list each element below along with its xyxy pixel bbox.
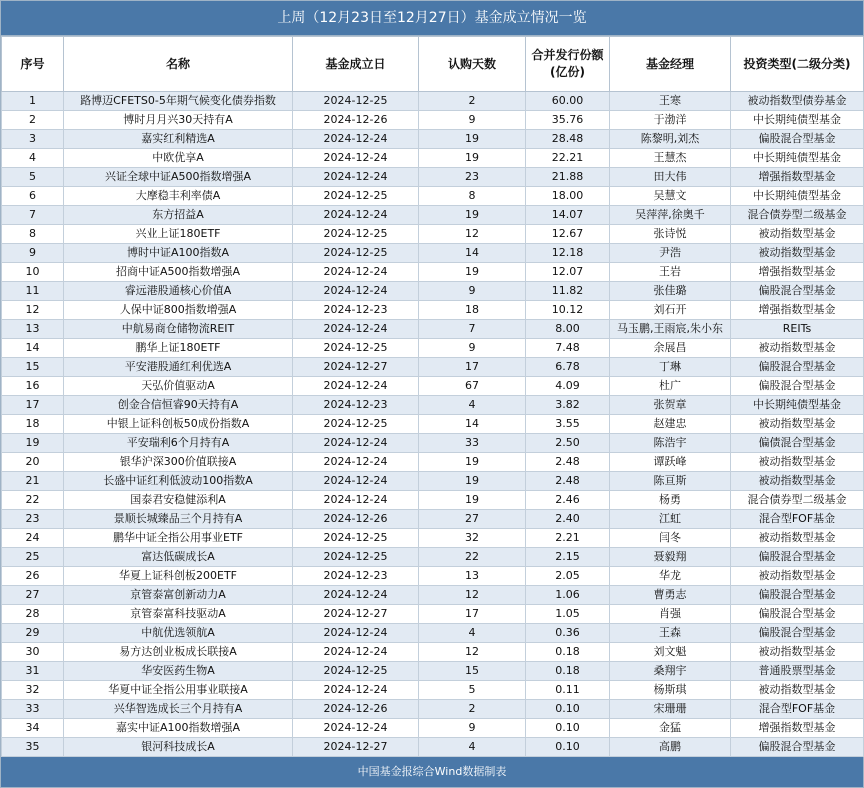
cell-days: 19 xyxy=(419,206,526,225)
cell-shares: 2.21 xyxy=(526,529,610,548)
cell-manager: 吴萍萍,徐奥千 xyxy=(610,206,731,225)
table-row xyxy=(2,719,864,738)
cell-shares: 3.82 xyxy=(526,396,610,415)
cell-shares: 1.06 xyxy=(526,586,610,605)
cell-days: 9 xyxy=(419,339,526,358)
cell-type: 偏股混合型基金 xyxy=(731,377,864,396)
footer-note: 中国基金报综合Wind数据制表 xyxy=(1,757,863,787)
cell-days: 17 xyxy=(419,605,526,624)
cell-date: 2024-12-24 xyxy=(293,130,419,149)
cell-days: 14 xyxy=(419,415,526,434)
table-row xyxy=(2,206,864,225)
cell-date: 2024-12-23 xyxy=(293,567,419,586)
cell-date: 2024-12-24 xyxy=(293,453,419,472)
cell-manager: 王森 xyxy=(610,624,731,643)
cell-name: 银华沪深300价值联接A xyxy=(64,453,293,472)
table-row xyxy=(2,415,864,434)
cell-days: 8 xyxy=(419,187,526,206)
cell-type: 中长期纯债型基金 xyxy=(731,187,864,206)
cell-shares: 35.76 xyxy=(526,111,610,130)
cell-name: 嘉实中证A100指数增强A xyxy=(64,719,293,738)
cell-days: 18 xyxy=(419,301,526,320)
cell-date: 2024-12-25 xyxy=(293,548,419,567)
cell-type: 被动指数型基金 xyxy=(731,339,864,358)
table-row xyxy=(2,681,864,700)
header-name: 名称 xyxy=(64,37,293,92)
cell-shares: 2.48 xyxy=(526,453,610,472)
cell-shares: 18.00 xyxy=(526,187,610,206)
cell-type: 增强指数型基金 xyxy=(731,719,864,738)
cell-type: 被动指数型基金 xyxy=(731,643,864,662)
table-row xyxy=(2,187,864,206)
cell-shares: 3.55 xyxy=(526,415,610,434)
table-row xyxy=(2,225,864,244)
cell-type: 混合债券型二级基金 xyxy=(731,491,864,510)
cell-no: 28 xyxy=(2,605,64,624)
cell-type: REITs xyxy=(731,320,864,339)
cell-manager: 江虹 xyxy=(610,510,731,529)
cell-date: 2024-12-24 xyxy=(293,434,419,453)
cell-name: 路博迈CFETS0-5年期气候变化债券指数 xyxy=(64,92,293,111)
cell-shares: 12.18 xyxy=(526,244,610,263)
cell-date: 2024-12-24 xyxy=(293,263,419,282)
cell-shares: 60.00 xyxy=(526,92,610,111)
cell-days: 19 xyxy=(419,453,526,472)
cell-date: 2024-12-24 xyxy=(293,472,419,491)
cell-days: 12 xyxy=(419,225,526,244)
cell-no: 31 xyxy=(2,662,64,681)
cell-no: 6 xyxy=(2,187,64,206)
cell-date: 2024-12-23 xyxy=(293,396,419,415)
cell-date: 2024-12-24 xyxy=(293,168,419,187)
cell-name: 兴证全球中证A500指数增强A xyxy=(64,168,293,187)
cell-date: 2024-12-24 xyxy=(293,320,419,339)
cell-no: 19 xyxy=(2,434,64,453)
cell-no: 23 xyxy=(2,510,64,529)
cell-manager: 华龙 xyxy=(610,567,731,586)
cell-date: 2024-12-24 xyxy=(293,149,419,168)
cell-date: 2024-12-24 xyxy=(293,681,419,700)
table-row xyxy=(2,130,864,149)
cell-days: 12 xyxy=(419,643,526,662)
cell-type: 增强指数型基金 xyxy=(731,263,864,282)
cell-type: 被动指数型基金 xyxy=(731,472,864,491)
cell-shares: 1.05 xyxy=(526,605,610,624)
cell-type: 偏股混合型基金 xyxy=(731,548,864,567)
cell-date: 2024-12-26 xyxy=(293,700,419,719)
cell-type: 被动指数型基金 xyxy=(731,681,864,700)
cell-shares: 0.18 xyxy=(526,643,610,662)
cell-name: 东方招益A xyxy=(64,206,293,225)
cell-days: 9 xyxy=(419,111,526,130)
cell-name: 景顺长城臻品三个月持有A xyxy=(64,510,293,529)
table-row xyxy=(2,263,864,282)
cell-name: 平安港股通红利优选A xyxy=(64,358,293,377)
cell-name: 鹏华上证180ETF xyxy=(64,339,293,358)
table-row xyxy=(2,396,864,415)
cell-shares: 4.09 xyxy=(526,377,610,396)
cell-no: 29 xyxy=(2,624,64,643)
cell-no: 33 xyxy=(2,700,64,719)
cell-name: 兴华智选成长三个月持有A xyxy=(64,700,293,719)
table-row xyxy=(2,586,864,605)
cell-shares: 11.82 xyxy=(526,282,610,301)
cell-manager: 尹浩 xyxy=(610,244,731,263)
cell-name: 华夏上证科创板200ETF xyxy=(64,567,293,586)
cell-shares: 2.50 xyxy=(526,434,610,453)
cell-manager: 杜广 xyxy=(610,377,731,396)
cell-shares: 0.10 xyxy=(526,738,610,757)
cell-days: 19 xyxy=(419,491,526,510)
cell-type: 偏股混合型基金 xyxy=(731,586,864,605)
cell-name: 银河科技成长A xyxy=(64,738,293,757)
cell-manager: 杨斯琪 xyxy=(610,681,731,700)
table-row xyxy=(2,377,864,396)
cell-type: 偏股混合型基金 xyxy=(731,605,864,624)
header-shares xyxy=(526,37,610,92)
table-row xyxy=(2,624,864,643)
cell-manager: 刘文魁 xyxy=(610,643,731,662)
table-row xyxy=(2,643,864,662)
cell-manager: 吴慧文 xyxy=(610,187,731,206)
cell-type: 被动指数型基金 xyxy=(731,415,864,434)
cell-type: 中长期纯债型基金 xyxy=(731,111,864,130)
cell-days: 22 xyxy=(419,548,526,567)
cell-manager: 曹勇志 xyxy=(610,586,731,605)
cell-shares: 2.48 xyxy=(526,472,610,491)
table-row xyxy=(2,111,864,130)
cell-no: 18 xyxy=(2,415,64,434)
cell-name: 天弘价值驱动A xyxy=(64,377,293,396)
cell-type: 偏债混合型基金 xyxy=(731,434,864,453)
cell-name: 国泰君安稳健添利A xyxy=(64,491,293,510)
cell-shares: 12.67 xyxy=(526,225,610,244)
cell-days: 5 xyxy=(419,681,526,700)
cell-no: 27 xyxy=(2,586,64,605)
cell-type: 偏股混合型基金 xyxy=(731,738,864,757)
cell-type: 被动指数型基金 xyxy=(731,453,864,472)
cell-shares: 21.88 xyxy=(526,168,610,187)
cell-date: 2024-12-24 xyxy=(293,719,419,738)
table-row xyxy=(2,434,864,453)
table-row xyxy=(2,92,864,111)
cell-shares: 0.10 xyxy=(526,700,610,719)
cell-manager: 陈亘斯 xyxy=(610,472,731,491)
cell-date: 2024-12-26 xyxy=(293,510,419,529)
cell-name: 人保中证800指数增强A xyxy=(64,301,293,320)
cell-days: 13 xyxy=(419,567,526,586)
cell-name: 中欧优享A xyxy=(64,149,293,168)
table-row xyxy=(2,472,864,491)
cell-manager: 张佳璐 xyxy=(610,282,731,301)
cell-no: 7 xyxy=(2,206,64,225)
cell-days: 23 xyxy=(419,168,526,187)
cell-type: 混合债券型二级基金 xyxy=(731,206,864,225)
cell-name: 鹏华中证全指公用事业ETF xyxy=(64,529,293,548)
cell-no: 12 xyxy=(2,301,64,320)
cell-date: 2024-12-24 xyxy=(293,377,419,396)
cell-date: 2024-12-25 xyxy=(293,187,419,206)
cell-no: 3 xyxy=(2,130,64,149)
cell-type: 偏股混合型基金 xyxy=(731,624,864,643)
header-no: 序号 xyxy=(2,37,64,92)
table-row xyxy=(2,301,864,320)
cell-days: 4 xyxy=(419,624,526,643)
table-row xyxy=(2,244,864,263)
header-row xyxy=(2,37,864,92)
cell-no: 15 xyxy=(2,358,64,377)
cell-days: 32 xyxy=(419,529,526,548)
page-title: 上周（12月23日至12月27日）基金成立情况一览 xyxy=(1,1,863,36)
cell-date: 2024-12-25 xyxy=(293,92,419,111)
cell-type: 增强指数型基金 xyxy=(731,301,864,320)
header-shares-line1: 合并发行份额 xyxy=(531,48,604,62)
cell-manager: 丁琳 xyxy=(610,358,731,377)
cell-shares: 22.21 xyxy=(526,149,610,168)
cell-manager: 赵建忠 xyxy=(610,415,731,434)
cell-shares: 14.07 xyxy=(526,206,610,225)
table-row xyxy=(2,339,864,358)
cell-shares: 28.48 xyxy=(526,130,610,149)
cell-date: 2024-12-24 xyxy=(293,206,419,225)
cell-date: 2024-12-27 xyxy=(293,605,419,624)
cell-days: 19 xyxy=(419,130,526,149)
table-row xyxy=(2,738,864,757)
cell-type: 偏股混合型基金 xyxy=(731,358,864,377)
cell-name: 睿远港股通核心价值A xyxy=(64,282,293,301)
cell-manager: 张贺章 xyxy=(610,396,731,415)
cell-date: 2024-12-25 xyxy=(293,415,419,434)
cell-date: 2024-12-25 xyxy=(293,662,419,681)
cell-type: 被动指数型基金 xyxy=(731,225,864,244)
cell-manager: 田大伟 xyxy=(610,168,731,187)
cell-type: 中长期纯债型基金 xyxy=(731,396,864,415)
cell-manager: 金猛 xyxy=(610,719,731,738)
cell-name: 京管泰富创新动力A xyxy=(64,586,293,605)
cell-no: 20 xyxy=(2,453,64,472)
cell-date: 2024-12-25 xyxy=(293,244,419,263)
cell-type: 混合型FOF基金 xyxy=(731,700,864,719)
cell-date: 2024-12-26 xyxy=(293,111,419,130)
cell-name: 京管泰富科技驱动A xyxy=(64,605,293,624)
cell-date: 2024-12-25 xyxy=(293,529,419,548)
table-row xyxy=(2,168,864,187)
cell-shares: 0.18 xyxy=(526,662,610,681)
cell-type: 中长期纯债型基金 xyxy=(731,149,864,168)
cell-type: 偏股混合型基金 xyxy=(731,130,864,149)
cell-no: 30 xyxy=(2,643,64,662)
cell-shares: 6.78 xyxy=(526,358,610,377)
cell-manager: 陈浩宇 xyxy=(610,434,731,453)
cell-type: 普通股票型基金 xyxy=(731,662,864,681)
cell-name: 创金合信恒睿90天持有A xyxy=(64,396,293,415)
cell-name: 博时月月兴30天持有A xyxy=(64,111,293,130)
cell-manager: 于渤洋 xyxy=(610,111,731,130)
cell-name: 中银上证科创板50成份指数A xyxy=(64,415,293,434)
cell-name: 嘉实红利精选A xyxy=(64,130,293,149)
cell-name: 富达低碳成长A xyxy=(64,548,293,567)
cell-type: 偏股混合型基金 xyxy=(731,282,864,301)
cell-date: 2024-12-27 xyxy=(293,358,419,377)
cell-type: 被动指数型基金 xyxy=(731,529,864,548)
cell-no: 13 xyxy=(2,320,64,339)
cell-date: 2024-12-24 xyxy=(293,491,419,510)
cell-manager: 桑翔宇 xyxy=(610,662,731,681)
table-row xyxy=(2,282,864,301)
cell-manager: 王慧杰 xyxy=(610,149,731,168)
cell-days: 4 xyxy=(419,738,526,757)
cell-no: 24 xyxy=(2,529,64,548)
cell-date: 2024-12-25 xyxy=(293,225,419,244)
cell-shares: 8.00 xyxy=(526,320,610,339)
cell-no: 4 xyxy=(2,149,64,168)
cell-type: 被动指数型基金 xyxy=(731,567,864,586)
cell-manager: 余展昌 xyxy=(610,339,731,358)
cell-days: 14 xyxy=(419,244,526,263)
table-row xyxy=(2,453,864,472)
table-row xyxy=(2,567,864,586)
cell-name: 平安瑞利6个月持有A xyxy=(64,434,293,453)
cell-no: 22 xyxy=(2,491,64,510)
cell-name: 华安医药生物A xyxy=(64,662,293,681)
cell-no: 21 xyxy=(2,472,64,491)
cell-name: 兴业上证180ETF xyxy=(64,225,293,244)
table-row xyxy=(2,358,864,377)
cell-manager: 刘石开 xyxy=(610,301,731,320)
table-row xyxy=(2,548,864,567)
cell-manager: 闫冬 xyxy=(610,529,731,548)
cell-days: 17 xyxy=(419,358,526,377)
cell-manager: 肖强 xyxy=(610,605,731,624)
cell-no: 5 xyxy=(2,168,64,187)
cell-no: 14 xyxy=(2,339,64,358)
cell-date: 2024-12-24 xyxy=(293,282,419,301)
cell-days: 15 xyxy=(419,662,526,681)
cell-type: 混合型FOF基金 xyxy=(731,510,864,529)
cell-manager: 王寒 xyxy=(610,92,731,111)
cell-name: 易方达创业板成长联接A xyxy=(64,643,293,662)
cell-manager: 宋珊珊 xyxy=(610,700,731,719)
cell-shares: 7.48 xyxy=(526,339,610,358)
cell-no: 8 xyxy=(2,225,64,244)
cell-shares: 2.15 xyxy=(526,548,610,567)
cell-type: 被动指数型基金 xyxy=(731,244,864,263)
cell-days: 2 xyxy=(419,92,526,111)
cell-days: 67 xyxy=(419,377,526,396)
table-row xyxy=(2,700,864,719)
cell-no: 11 xyxy=(2,282,64,301)
cell-date: 2024-12-24 xyxy=(293,643,419,662)
cell-manager: 张诗悦 xyxy=(610,225,731,244)
cell-days: 33 xyxy=(419,434,526,453)
header-shares-line2: (亿份) xyxy=(550,65,585,79)
cell-name: 中航优选领航A xyxy=(64,624,293,643)
cell-days: 19 xyxy=(419,149,526,168)
cell-no: 34 xyxy=(2,719,64,738)
cell-shares: 2.40 xyxy=(526,510,610,529)
cell-name: 招商中证A500指数增强A xyxy=(64,263,293,282)
cell-name: 华夏中证全指公用事业联接A xyxy=(64,681,293,700)
cell-manager: 陈黎明,刘杰 xyxy=(610,130,731,149)
cell-manager: 杨勇 xyxy=(610,491,731,510)
cell-manager: 高鹏 xyxy=(610,738,731,757)
cell-date: 2024-12-27 xyxy=(293,738,419,757)
cell-no: 10 xyxy=(2,263,64,282)
cell-name: 大摩稳丰利率债A xyxy=(64,187,293,206)
cell-name: 中航易商仓储物流REIT xyxy=(64,320,293,339)
cell-manager: 王岩 xyxy=(610,263,731,282)
cell-days: 9 xyxy=(419,282,526,301)
fund-table xyxy=(1,36,864,757)
cell-date: 2024-12-23 xyxy=(293,301,419,320)
cell-name: 长盛中证红利低波动100指数A xyxy=(64,472,293,491)
cell-no: 17 xyxy=(2,396,64,415)
cell-days: 2 xyxy=(419,700,526,719)
cell-shares: 0.36 xyxy=(526,624,610,643)
cell-days: 27 xyxy=(419,510,526,529)
cell-days: 19 xyxy=(419,472,526,491)
cell-date: 2024-12-25 xyxy=(293,339,419,358)
cell-no: 35 xyxy=(2,738,64,757)
cell-days: 7 xyxy=(419,320,526,339)
cell-shares: 12.07 xyxy=(526,263,610,282)
header-manager: 基金经理 xyxy=(610,37,731,92)
cell-type: 被动指数型债券基金 xyxy=(731,92,864,111)
cell-no: 26 xyxy=(2,567,64,586)
cell-days: 9 xyxy=(419,719,526,738)
cell-days: 12 xyxy=(419,586,526,605)
cell-shares: 2.46 xyxy=(526,491,610,510)
table-row xyxy=(2,320,864,339)
table-row xyxy=(2,510,864,529)
table-row xyxy=(2,149,864,168)
cell-date: 2024-12-24 xyxy=(293,624,419,643)
header-days: 认购天数 xyxy=(419,37,526,92)
cell-shares: 0.10 xyxy=(526,719,610,738)
cell-no: 2 xyxy=(2,111,64,130)
cell-days: 4 xyxy=(419,396,526,415)
cell-no: 32 xyxy=(2,681,64,700)
table-row xyxy=(2,605,864,624)
cell-type: 增强指数型基金 xyxy=(731,168,864,187)
cell-no: 1 xyxy=(2,92,64,111)
cell-manager: 马玉鹏,王雨宸,朱小东 xyxy=(610,320,731,339)
table-row xyxy=(2,662,864,681)
cell-manager: 谭跃峰 xyxy=(610,453,731,472)
cell-name: 博时中证A100指数A xyxy=(64,244,293,263)
header-date: 基金成立日 xyxy=(293,37,419,92)
cell-days: 19 xyxy=(419,263,526,282)
table-row xyxy=(2,529,864,548)
cell-shares: 10.12 xyxy=(526,301,610,320)
cell-shares: 0.11 xyxy=(526,681,610,700)
cell-no: 16 xyxy=(2,377,64,396)
header-type: 投资类型(二级分类) xyxy=(731,37,864,92)
table-body xyxy=(2,92,864,757)
cell-manager: 聂毅翔 xyxy=(610,548,731,567)
cell-shares: 2.05 xyxy=(526,567,610,586)
cell-no: 25 xyxy=(2,548,64,567)
cell-date: 2024-12-24 xyxy=(293,586,419,605)
table-row xyxy=(2,491,864,510)
cell-no: 9 xyxy=(2,244,64,263)
